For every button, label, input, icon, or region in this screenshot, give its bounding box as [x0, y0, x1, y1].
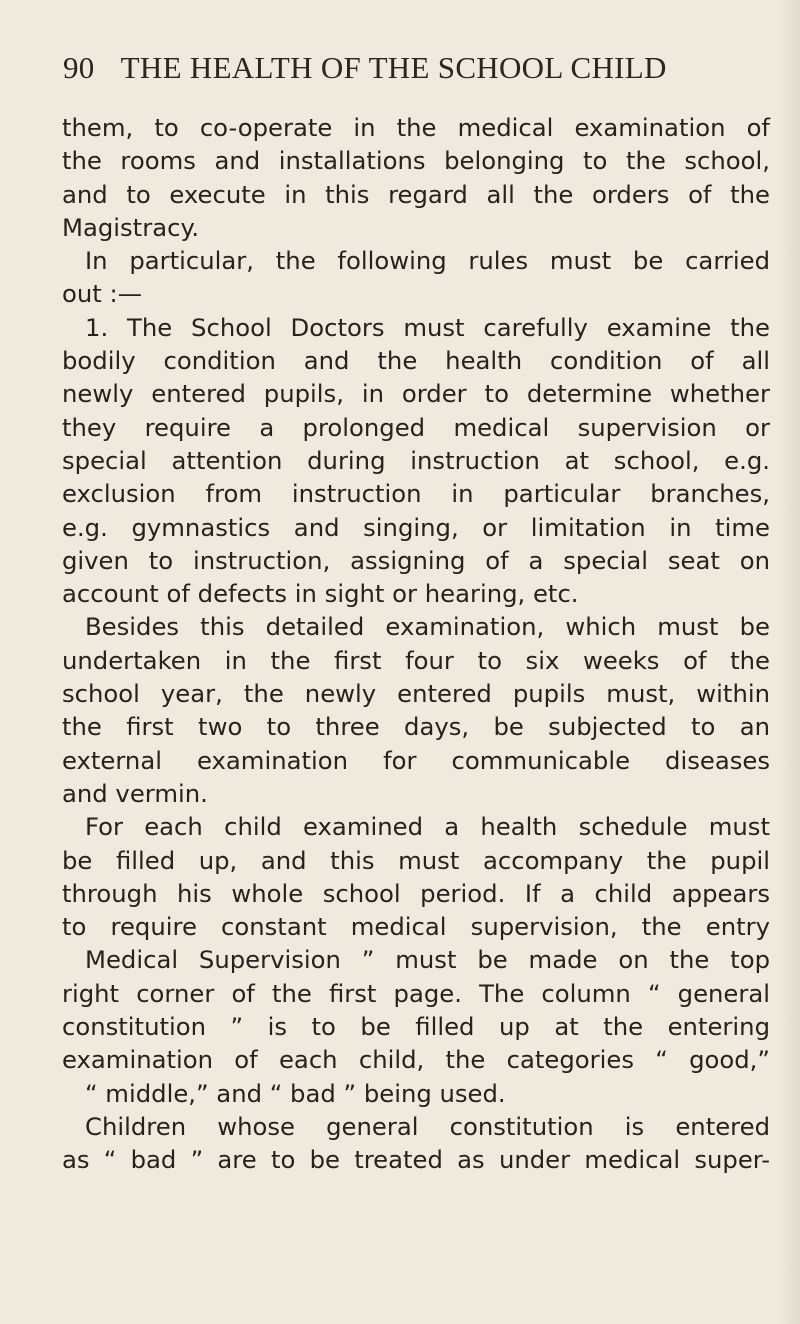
page-edge-shadow [780, 0, 800, 1324]
body-text [62, 111, 770, 1177]
text-line: them, to co-operate in the medical examination of [62, 113, 770, 142]
text-line: Children whose general constitution is entered [85, 1111, 770, 1141]
text-line: bodily condition and the health condition of all [62, 346, 770, 376]
text-line: account of defects in sight or hearing, etc. [62, 579, 579, 609]
text-line: “ middle,” and “ bad ” being used. [85, 1078, 506, 1108]
page-header [63, 50, 763, 90]
text-line: Magistracy. [62, 212, 200, 242]
text-line: 1. The School Doctors must carefully examine the [85, 312, 770, 342]
text-line: and to execute in this regard all the orders of the [62, 179, 770, 209]
text-line: the first two to three days, be subjected to an [62, 712, 770, 742]
text-line: as “ bad ” are to be treated as under medical super- [62, 1145, 770, 1175]
text-line: examination of each child, the categories “ good,” [62, 1045, 770, 1075]
text-line: given to instruction, assigning of a special seat on [62, 545, 770, 575]
text-line: constitution ” is to be filled up at the entering [62, 1012, 770, 1042]
text-line: and vermin. [62, 778, 208, 808]
text-line: exclusion from instruction in particular branches, [62, 479, 770, 509]
text-line: right corner of the first page. The column “ general [62, 978, 770, 1008]
text-line: through his whole school period. If a child appears [62, 878, 770, 908]
text-line: In particular, the following rules must be carried [85, 246, 770, 276]
text-line: out :— [62, 279, 142, 309]
text-line: the rooms and installations belonging to the school, [62, 146, 770, 176]
text-line: external examination for communicable diseases [62, 745, 770, 775]
text-line: Medical Supervision ” must be made on the top [85, 945, 770, 975]
page-number: 90 [63, 50, 95, 85]
text-line: be filled up, and this must accompany the pupil [62, 845, 770, 875]
text-line: undertaken in the first four to six weeks of the [62, 645, 770, 675]
text-line: For each child examined a health schedule must [85, 812, 770, 842]
text-line: to require constant medical supervision, the entry [62, 912, 770, 942]
text-line: e.g. gymnastics and singing, or limitation in time [62, 512, 770, 542]
text-line: newly entered pupils, in order to determine whether [62, 379, 770, 409]
text-line: they require a prolonged medical supervision or [62, 412, 770, 442]
text-line: school year, the newly entered pupils must, within [62, 679, 770, 709]
running-title: THE HEALTH OF THE SCHOOL CHILD [120, 50, 667, 85]
text-line: Besides this detailed examination, which must be [85, 612, 770, 642]
text-line: special attention during instruction at school, e.g. [62, 445, 770, 475]
